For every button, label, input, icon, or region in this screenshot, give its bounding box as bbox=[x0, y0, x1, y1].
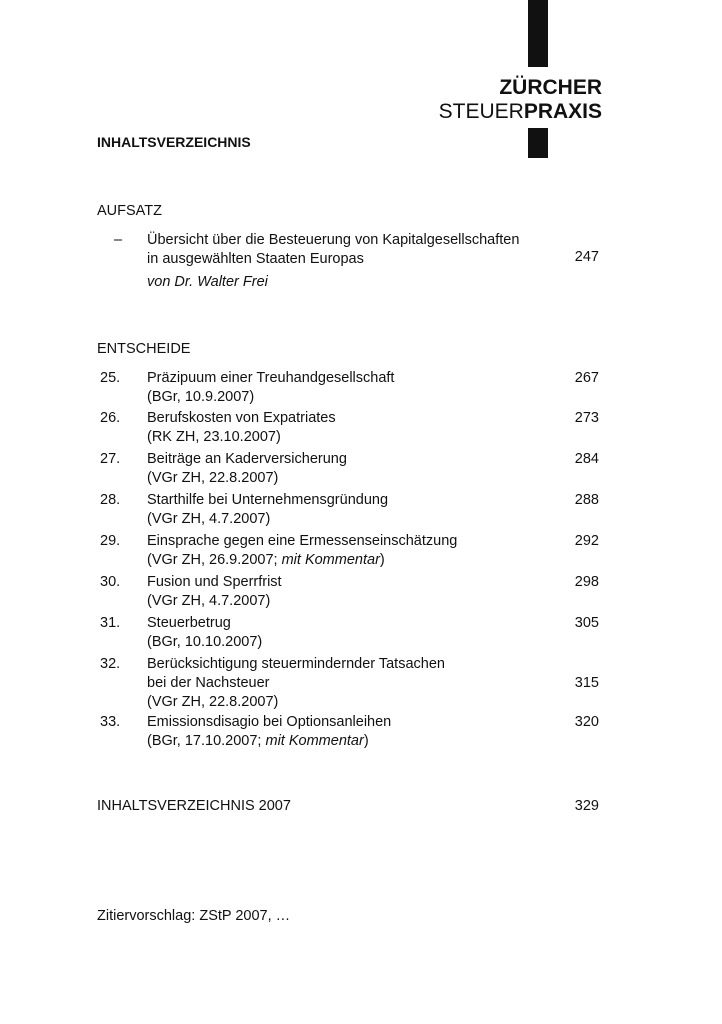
decision-number: 31. bbox=[100, 615, 121, 631]
decision-page: 267 bbox=[574, 370, 599, 386]
yearly-index-page: 329 bbox=[574, 798, 599, 814]
brand-bar-bottom bbox=[528, 128, 548, 158]
decision-entry bbox=[97, 655, 599, 712]
decision-title: Fusion und Sperrfrist bbox=[147, 574, 282, 590]
brand-line-2 bbox=[439, 100, 602, 124]
decision-title: Präzipuum einer Treuhandgesellschaft bbox=[147, 370, 395, 386]
decision-reference: (BGr, 10.9.2007) bbox=[147, 389, 255, 405]
decision-entry bbox=[97, 614, 599, 652]
decision-page: 315 bbox=[574, 675, 599, 691]
decision-title-line2: bei der Nachsteuer bbox=[147, 675, 270, 691]
aufsatz-heading: AUFSATZ bbox=[97, 203, 162, 219]
decision-number: 33. bbox=[100, 714, 121, 730]
decision-number: 29. bbox=[100, 533, 121, 549]
decision-title: Starthilfe bei Unternehmensgründung bbox=[147, 492, 389, 508]
yearly-index-entry bbox=[97, 798, 599, 814]
decision-title: Einsprache gegen eine Ermessenseinschätzung bbox=[147, 533, 458, 549]
aufsatz-title-line2: in ausgewählten Staaten Europas bbox=[147, 251, 364, 267]
decision-reference: (VGr ZH, 22.8.2007) bbox=[147, 694, 279, 710]
decision-entry bbox=[97, 409, 599, 447]
aufsatz-author: von Dr. Walter Frei bbox=[147, 274, 268, 290]
decision-number: 25. bbox=[100, 370, 121, 386]
decision-number: 32. bbox=[100, 656, 121, 672]
entscheide-heading: ENTSCHEIDE bbox=[97, 341, 191, 357]
decision-entry bbox=[97, 491, 599, 529]
decision-reference: (VGr ZH, 4.7.2007) bbox=[147, 511, 271, 527]
entry-marker: – bbox=[114, 232, 123, 248]
decision-entry bbox=[97, 450, 599, 488]
decision-page: 305 bbox=[574, 615, 599, 631]
decision-entry bbox=[97, 369, 599, 407]
decision-number: 28. bbox=[100, 492, 121, 508]
decision-entry bbox=[97, 532, 599, 570]
yearly-index-label: INHALTSVERZEICHNIS 2007 bbox=[97, 798, 291, 814]
citation-note: Zitiervorschlag: ZStP 2007, … bbox=[97, 908, 291, 924]
decision-reference: (VGr ZH, 4.7.2007) bbox=[147, 593, 271, 609]
aufsatz-page: 247 bbox=[574, 249, 599, 265]
decision-title: Steuerbetrug bbox=[147, 615, 231, 631]
decision-reference: (BGr, 10.10.2007) bbox=[147, 634, 263, 650]
brand-steuer: STEUER bbox=[438, 100, 524, 123]
decision-title: Beiträge an Kaderversicherung bbox=[147, 451, 347, 467]
decision-entry bbox=[97, 573, 599, 611]
toc-title: INHALTSVERZEICHNIS bbox=[97, 134, 251, 150]
decision-page: 298 bbox=[574, 574, 599, 590]
brand-bar-top bbox=[528, 0, 548, 67]
decision-reference: (RK ZH, 23.10.2007) bbox=[147, 429, 281, 445]
decision-number: 26. bbox=[100, 410, 121, 426]
decision-entry bbox=[97, 713, 599, 751]
decision-reference: (BGr, 17.10.2007; mit Kommentar) bbox=[147, 733, 369, 749]
decision-page: 284 bbox=[574, 451, 599, 467]
brand-line-1: ZÜRCHER bbox=[499, 76, 602, 99]
decision-page: 292 bbox=[574, 533, 599, 549]
decision-page: 288 bbox=[574, 492, 599, 508]
decision-title: Berücksichtigung steuermindernder Tatsachen bbox=[147, 656, 445, 672]
decision-title: Berufskosten von Expatriates bbox=[147, 410, 336, 426]
decision-reference: (VGr ZH, 22.8.2007) bbox=[147, 470, 279, 486]
aufsatz-entry bbox=[97, 231, 599, 292]
decision-page: 273 bbox=[574, 410, 599, 426]
decision-page: 320 bbox=[574, 714, 599, 730]
decision-title: Emissionsdisagio bei Optionsanleihen bbox=[147, 714, 392, 730]
brand-praxis: PRAXIS bbox=[523, 100, 602, 123]
decision-number: 27. bbox=[100, 451, 121, 467]
decision-reference: (VGr ZH, 26.9.2007; mit Kommentar) bbox=[147, 552, 385, 568]
aufsatz-title-line1: Übersicht über die Besteuerung von Kapitalgesellschaften bbox=[147, 232, 520, 248]
decision-number: 30. bbox=[100, 574, 121, 590]
